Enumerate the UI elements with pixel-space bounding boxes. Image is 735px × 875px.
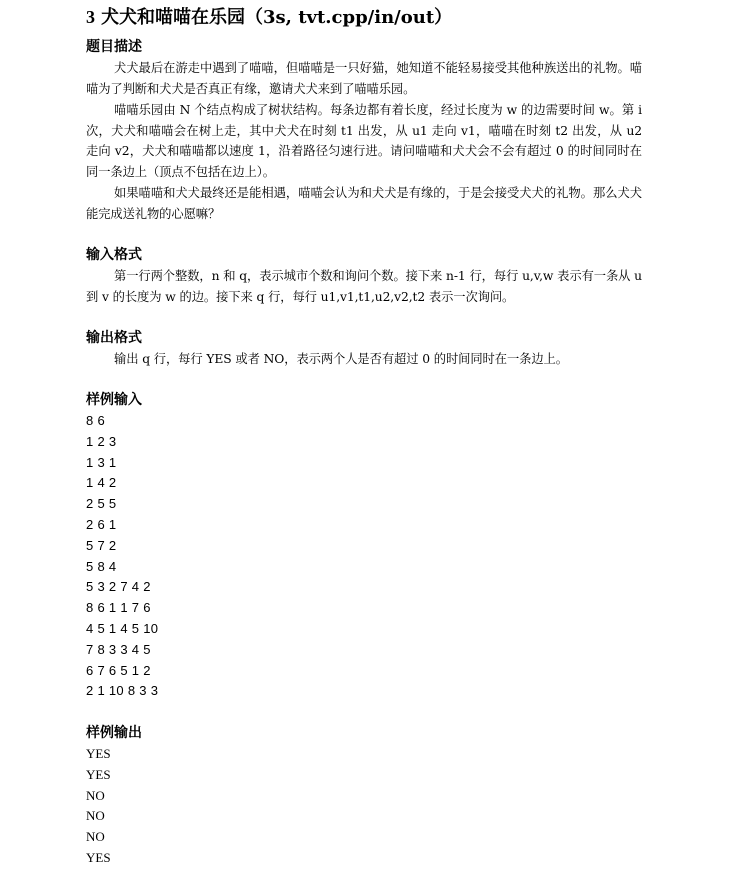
sample-input-line: 5 8 4 — [86, 558, 117, 574]
sample-input-line: 2 1 10 8 3 3 — [86, 683, 159, 699]
sample-output-line: YES — [86, 746, 111, 761]
sample-output-block — [86, 744, 111, 869]
description-paragraph-3: 如果喵喵和犬犬最终还是能相遇，喵喵会认为和犬犬是有缘的，于是会接受犬犬的礼物。那么犬犬能完成送礼物的心愿嘛？ — [86, 186, 642, 221]
sample-input-line: 5 3 2 7 4 2 — [86, 579, 151, 595]
problem-title — [86, 4, 452, 31]
description-heading: 题目描述 — [86, 39, 142, 55]
input-format-heading: 输入格式 — [86, 247, 142, 263]
sample-input-line: 1 2 3 — [86, 433, 117, 449]
sample-output-heading: 样例输出 — [86, 725, 142, 741]
output-format-paragraph: 输出 q 行，每行 YES 或者 NO，表示两个人是否有超过 0 的时间同时在一条边上。 — [114, 352, 568, 366]
sample-input-line: 2 6 1 — [86, 516, 117, 532]
sample-input-line: 8 6 1 1 7 6 — [86, 600, 151, 616]
problem-title-text: 犬犬和喵喵在乐园（3s, tvt.cpp/in/out） — [101, 7, 453, 28]
sample-input-block — [86, 411, 158, 702]
sample-input-line: 2 5 5 — [86, 496, 117, 512]
output-format-heading: 输出格式 — [86, 330, 142, 346]
sample-input-line: 1 3 1 — [86, 454, 117, 470]
sample-output-line: NO — [86, 787, 105, 803]
sample-input-line: 1 4 2 — [86, 475, 117, 491]
sample-output-line: YES — [86, 766, 111, 782]
sample-output-line: NO — [86, 808, 105, 824]
description-paragraph-2: 喵喵乐园由 N 个结点构成了树状结构。每条边都有着长度，经过长度为 w 的边需要时间 w。第 i 次，犬犬和喵喵会在树上走，其中犬犬在时刻 t1 出发，从 u1 走向 v1，喵喵在时刻 t2 出发，从 u2 走向 v2，犬犬和喵喵都以速度 1，沿着路径匀速行进。请问喵喵和犬犬会不会有超过 0 的时间同时在同一条边上（顶点不包括在边上）。 — [86, 103, 642, 180]
sample-input-line: 8 6 — [86, 413, 105, 428]
sample-input-line: 7 8 3 3 4 5 — [86, 641, 151, 657]
sample-input-line: 5 7 2 — [86, 537, 117, 553]
sample-output-line: YES — [86, 849, 111, 865]
sample-output-line: NO — [86, 829, 105, 845]
sample-input-heading: 样例输入 — [86, 392, 142, 408]
sample-input-line: 6 7 6 5 1 2 — [86, 662, 151, 678]
description-paragraph-1: 犬犬最后在游走中遇到了喵喵，但喵喵是一只好猫，她知道不能轻易接受其他种族送出的礼物。喵喵为了判断和犬犬是否真正有缘，邀请犬犬来到了喵喵乐园。 — [86, 61, 642, 96]
problem-number: 3 — [86, 7, 95, 27]
sample-input-line: 4 5 1 4 5 10 — [86, 620, 159, 636]
input-format-paragraph: 第一行两个整数，n 和 q，表示城市个数和询问个数。接下来 n-1 行，每行 u,v,w 表示有一条从 u 到 v 的长度为 w 的边。接下来 q 行，每行 u1,v1,t1,u2,v2,t2 表示一次询问。 — [86, 269, 642, 304]
